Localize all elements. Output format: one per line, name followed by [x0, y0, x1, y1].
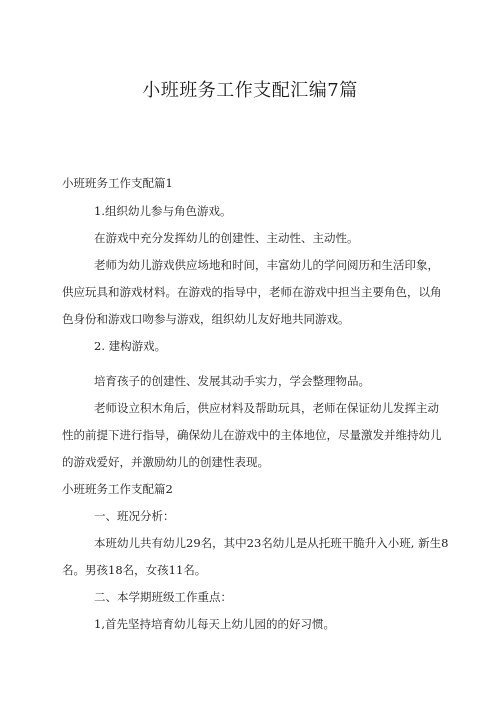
list-item: 1,首先坚持培育幼儿每天上幼儿园的的好习惯。 — [94, 617, 335, 631]
list-item-2: 2. 建构游戏。 — [94, 339, 167, 353]
paragraph-line: 老师为幼儿游戏供应场地和时间，丰富幼儿的学问阅历和生活印象， — [94, 258, 439, 272]
subheading: 一、班况分析： — [94, 509, 175, 523]
paragraph-line: 培育孩子的创建性、发展其动手实力，学会整理物品。 — [94, 374, 370, 388]
paragraph-line: 本班幼儿共有幼儿29名，其中23名幼儿是从托班干脆升入小班, 新生8 — [94, 536, 449, 550]
section-heading-1: 小班班务工作支配篇1 — [62, 176, 173, 190]
document-title: 小班班务工作支配汇编7篇 — [142, 80, 358, 101]
paragraph-line: 的游戏爱好，并激励幼儿的创建性表现。 — [62, 455, 269, 469]
paragraph-line: 供应玩具和游戏材料。在游戏的指导中，老师在游戏中担当主要角色，以角 — [62, 285, 442, 299]
section-heading-2: 小班班务工作支配篇2 — [62, 482, 173, 496]
paragraph-line: 老师设立积木角后，供应材料及帮助玩具，老师在保证幼儿发挥主动 — [94, 401, 439, 415]
paragraph-line: 在游戏中充分发挥幼儿的创建性、主动性、主动性。 — [94, 231, 359, 245]
paragraph-line: 名。男孩18名，女孩11名。 — [62, 563, 207, 577]
subheading: 二、本学期班级工作重点： — [94, 590, 232, 604]
paragraph-line: 色身份和游戏口吻参与游戏，组织幼儿友好地共同游戏。 — [62, 312, 350, 326]
list-item-1: 1.组织幼儿参与角色游戏。 — [94, 204, 232, 218]
paragraph-line: 性的前提下进行指导，确保幼儿在游戏中的主体地位，尽量激发并维持幼儿 — [62, 428, 442, 442]
